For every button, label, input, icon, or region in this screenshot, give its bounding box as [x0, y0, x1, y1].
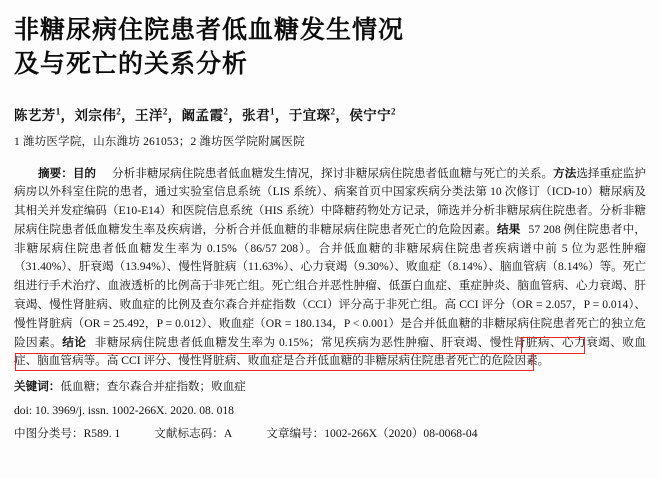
abstract-conclusion-label: 结论 — [62, 335, 87, 349]
author-4: 阚孟霞$^2$ — [181, 106, 229, 123]
affiliation: 1 潍坊医学院，山东潍坊 261053；2 潍坊医学院附属医院 — [14, 135, 305, 148]
abstract-objective-text: 分析非糖尿病住院患者低血糖发生情况，探讨非糖尿病住院患者低血糖与死亡的关系。 — [112, 166, 554, 180]
footer-meta-line — [14, 425, 646, 444]
author-1: 陈艺芳$^1$ — [14, 106, 61, 123]
abstract-methods-label: 方法 — [553, 166, 577, 180]
abstract-objective-label: 目的 — [72, 166, 97, 180]
author-2: 刘宗伟$^2$ — [74, 106, 122, 123]
article-number: 文章编号：1002-266X（2020）08-0068-04 — [266, 427, 478, 441]
author-6-affil-marker: 2 — [330, 106, 336, 116]
clc-number: 中图分类号：R589. 1 — [14, 427, 121, 441]
author-list: 陈艺芳$^1$，刘宗伟$^2$，王洋$^2$，阚孟霞$^2$，张君$^1$，于宜琛$^2$，侯宁宁$^2$ — [14, 106, 396, 123]
keywords-label: 关键词： — [14, 380, 61, 394]
doi-label: doi: — [14, 403, 33, 417]
author-5: 张君$^1$ — [242, 106, 275, 123]
abstract-results-text: 57 208 例住院患者中，非糖尿病住院患者低血糖发生率为 0.15%（86/57 208）。合并低血糖的非糖尿病住院患者疾病谱中前 5 位为恶性肿瘤（31.40%）、肝衰竭（13.94%）、慢性肾脏病（11.63%）、心力衰竭（9.30%）、败血症（8.14%）、脑血管病（8.14%）等。死亡组进行手术治疗、血液透析的比例高于非死亡组。死亡组合并恶性肿瘤、低蛋白血症、重症肿炎、脑血管病、心力衰竭、肝衰竭、慢性肾脏病、败血症的比例及查尔森合并症指数（CCI）评分高于非死亡组。高 CCI 评分（OR = 2.057，P = 0.014）、慢性肾脏病（OR = 25.492，P = 0.012）、败血症（OR = 180.134，P < 0.001）是合并低血糖的非糖尿病住院患者死亡的独立危险因素。 — [14, 222, 646, 349]
author-7-affil-marker: 2 — [391, 106, 396, 116]
abstract-results-label: 结果 — [496, 222, 521, 236]
author-6: 于宜琛$^2$ — [288, 106, 336, 123]
abstract-body — [14, 165, 646, 372]
doi-value[interactable]: 10. 3969/j. issn. 1002-266X. 2020. 08. 018 — [34, 403, 234, 417]
abstract-label: 摘要： — [38, 166, 73, 180]
page-title-line-2: 及与死亡的关系分析 — [14, 50, 249, 78]
keywords-line — [14, 378, 646, 397]
author-1-affil-marker: 1 — [55, 106, 61, 116]
abstract-methods-text: 选择重症监护病房以外科室住院的患者，通过实验室信息系统（LIS 系统）、病案首页中国家疾病分类法第 10 次修订（ICD-10）糖尿病及其相关并发症编码（E10-E14）和医院信息系统（HIS 系统）中降糖药物处方记录，筛选并分析非糖尿病住院患者。分析非糖尿病住院患者低血糖发生率及疾病谱，分析合并低血糖的非糖尿病住院患者死亡的危险因素。 — [14, 166, 646, 236]
page-title-line-1: 非糖尿病住院患者低血糖发生情况 — [14, 17, 405, 44]
doi-line — [14, 402, 646, 421]
author-3-affil-marker: 2 — [162, 106, 168, 116]
author-7: 侯宁宁$^2$ — [349, 106, 396, 123]
author-2-affil-marker: 2 — [116, 106, 122, 116]
abstract-conclusion-text: 非糖尿病住院患者低血糖发生率为 0.15%；常见疾病为恶性肿瘤、肝衰竭、慢性肾脏病、心力衰竭、败血症、脑血管病等。高 CCI 评分、慢性肾脏病、败血症是合并低血糖的非糖尿病住院患者死亡的危险因素。 — [14, 335, 646, 368]
author-5-affil-marker: 1 — [269, 106, 275, 116]
keywords-value: 低血糖；查尔森合并症指数；败血症 — [60, 380, 246, 394]
author-4-affil-marker: 2 — [223, 106, 229, 116]
title-block — [0, 0, 660, 82]
author-3: 王洋$^2$ — [135, 106, 168, 123]
document-code: 文献标志码：A — [154, 427, 233, 441]
